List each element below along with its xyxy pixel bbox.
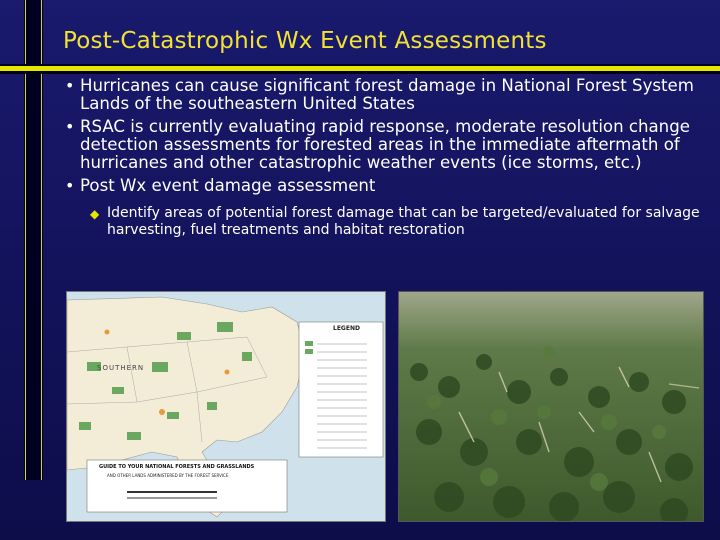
bullet-item — [60, 77, 710, 113]
bullet-text: RSAC is currently evaluating rapid response, moderate resolution change detection assessments for forested areas in the immediate aftermath of hurricanes and other catastrophic weather events (ice storms, etc.) — [80, 117, 690, 172]
sub-bullet-item — [60, 205, 710, 238]
bullet-item — [60, 177, 710, 195]
national-forests-map — [66, 291, 386, 522]
bullet-dot-icon: • — [65, 176, 75, 195]
slide-title: Post-Catastrophic Wx Event Assessments — [63, 28, 547, 54]
bullet-item — [60, 118, 710, 172]
bullet-text: Post Wx event damage assessment — [80, 176, 376, 195]
forest-photo-graphic — [399, 292, 703, 521]
bullet-text: Hurricanes can cause significant forest damage in National Forest System Lands of the southeastern United States — [80, 76, 694, 113]
bullet-dot-icon: • — [65, 117, 75, 136]
map-legend-title: LEGEND — [333, 325, 360, 332]
bullet-dot-icon: • — [65, 76, 75, 95]
map-caption: GUIDE TO YOUR NATIONAL FORESTS AND GRASSLANDS — [99, 464, 255, 470]
forest-damage-aerial-photo — [398, 291, 704, 522]
bullet-list — [60, 77, 710, 238]
diamond-bullet-icon: ◆ — [90, 207, 100, 221]
map-caption-sub: AND OTHER LANDS ADMINISTERED BY THE FOREST SERVICE — [107, 473, 229, 478]
map-region-label: SOUTHERN — [97, 364, 145, 372]
horizontal-accent-stripe — [0, 66, 720, 71]
sub-bullet-text: Identify areas of potential forest damage that can be targeted/evaluated for salvage harvesting, fuel treatments and habitat restoration — [107, 205, 700, 238]
